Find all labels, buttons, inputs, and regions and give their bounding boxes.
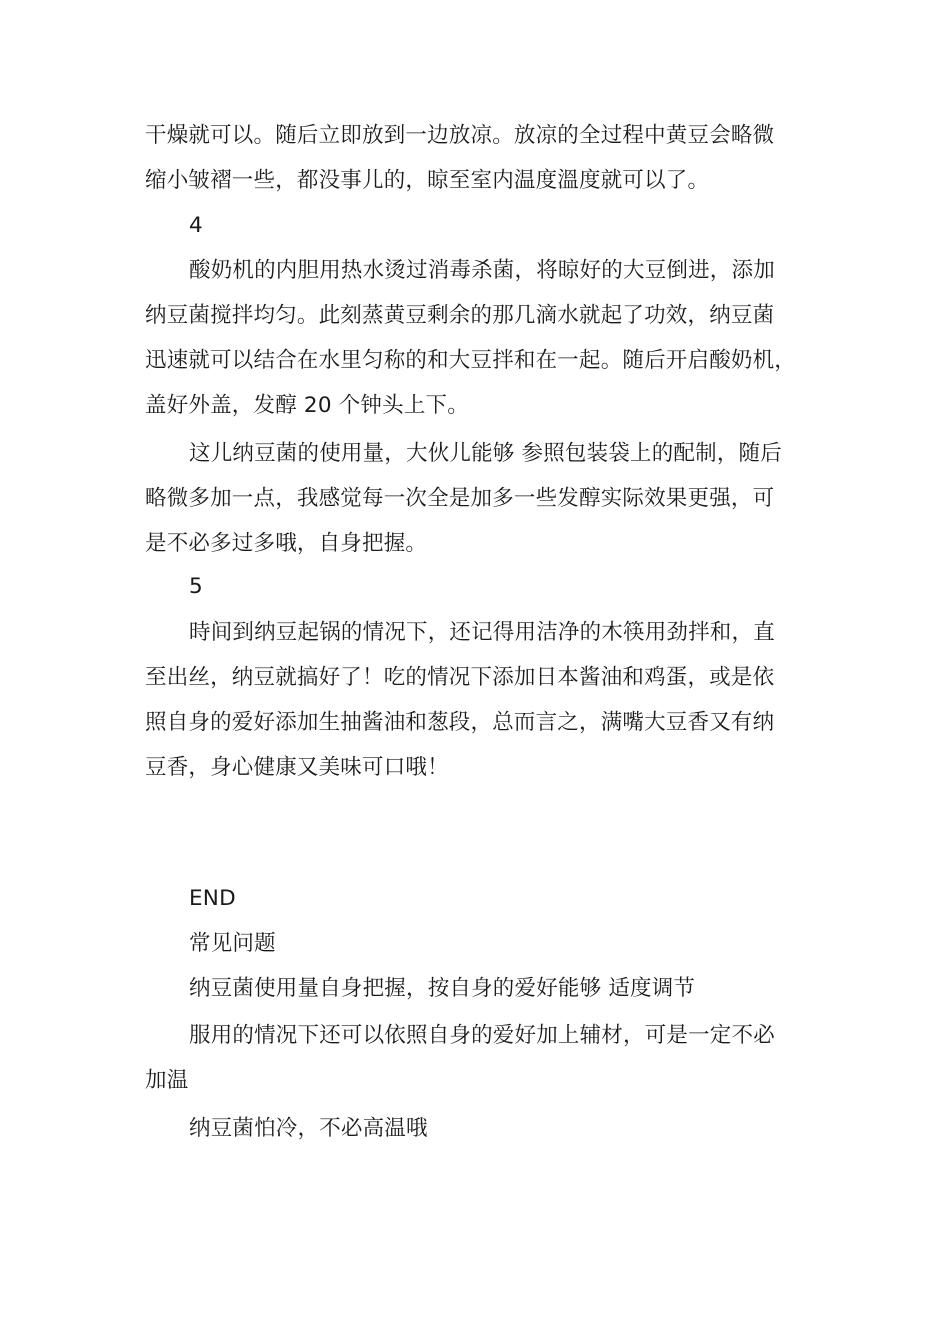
end-label: END	[189, 886, 236, 911]
step-number: 5	[189, 574, 203, 599]
end-marker	[145, 876, 825, 921]
paragraph-line: 干燥就可以。随后立即放到一边放凉。放凉的全过程中黄豆会略微	[145, 123, 775, 148]
paragraph-line: 至出丝，纳豆就搞好了！吃的情况下添加日本酱油和鸡蛋，或是依	[145, 665, 775, 690]
paragraph-line: 纳豆菌搅拌均匀。此刻蒸黄豆剩余的那几滴水就起了功效，纳豆菌	[145, 303, 775, 328]
faq-line: 纳豆菌怕冷，不必高温哦	[189, 1116, 428, 1141]
paragraph-line: 迅速就可以结合在水里匀称的和大豆拌和在一起。随后开启酸奶机，	[145, 348, 797, 373]
paragraph-finish	[145, 610, 825, 790]
paragraph-line: 時间到纳豆起锅的情况下，还记得用洁净的木筷用劲拌和，直	[189, 620, 775, 645]
faq-line: 纳豆菌使用量自身把握，按自身的爱好能够 适度调节	[189, 976, 696, 1001]
paragraph-line: 照自身的爱好添加生抽酱油和葱段，总而言之，满嘴大豆香又有纳	[145, 710, 775, 735]
faq-heading	[145, 921, 825, 966]
paragraph-line: 盖好外盖，发醇 20 个钟头上下。	[145, 393, 469, 418]
paragraph-line: 是不必多过多哦，自身把握。	[145, 531, 428, 556]
paragraph-cooling	[145, 113, 825, 203]
step-number: 4	[189, 213, 203, 238]
paragraph-line: 豆香，身心健康又美味可口哦！	[145, 755, 449, 780]
faq-item-3	[145, 1106, 825, 1151]
faq-item-1	[145, 966, 825, 1011]
paragraph-fermentation	[145, 248, 825, 428]
step-number-5	[145, 564, 825, 609]
faq-line: 服用的情况下还可以依照自身的爱好加上辅材，可是一定不必	[189, 1023, 775, 1048]
paragraph-line: 酸奶机的内胆用热水烫过消毒杀菌，将晾好的大豆倒进，添加	[189, 258, 775, 283]
paragraph-line: 略微多加一点，我感觉每一次全是加多一些发醇实际效果更强，可	[145, 486, 775, 511]
faq-item-2	[145, 1013, 825, 1103]
step-number-4	[145, 203, 825, 248]
faq-line: 加温	[145, 1068, 189, 1093]
paragraph-line: 缩小皱褶一些，都没事儿的，晾至室内温度溫度就可以了。	[145, 168, 710, 193]
paragraph-dosage	[145, 431, 825, 566]
paragraph-line: 这儿纳豆菌的使用量，大伙儿能够 参照包装袋上的配制，随后	[189, 441, 782, 466]
faq-title: 常见问题	[189, 931, 276, 956]
